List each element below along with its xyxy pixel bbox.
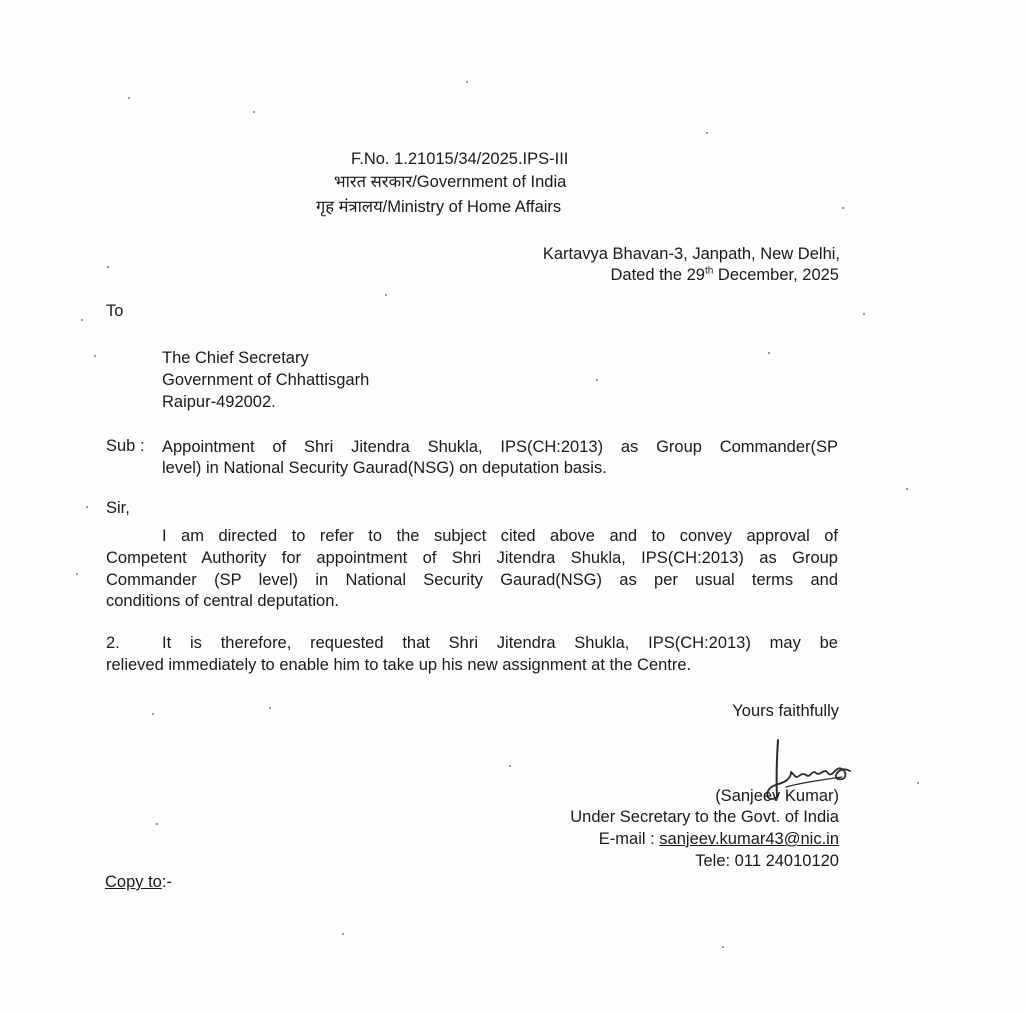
- copy-to-label: Copy to: [105, 873, 162, 891]
- ministry-hindi: गृह मंत्रालय: [316, 198, 383, 216]
- subject-line1: Appointment of Shri Jitendra Shukla, IPS(CH:2013) as Group Commander(SP: [162, 438, 838, 456]
- scan-speck: [342, 933, 344, 935]
- scan-speck: [917, 782, 919, 784]
- scan-speck: [509, 765, 511, 767]
- para2-line2: relieved immediately to enable him to take up his new assignment at the Centre.: [106, 656, 692, 674]
- govt-hindi: भारत सरकार: [334, 173, 413, 191]
- para2-number: 2.: [106, 634, 120, 652]
- scan-speck: [81, 319, 83, 321]
- scan-speck: [596, 379, 598, 381]
- signatory-designation: Under Secretary to the Govt. of India: [570, 808, 839, 826]
- scan-speck: [253, 111, 255, 113]
- scan-speck: [94, 355, 96, 357]
- scan-speck: [906, 488, 908, 490]
- recipient-line2: Government of Chhattisgarh: [162, 371, 370, 389]
- office-location: Kartavya Bhavan-3, Janpath, New Delhi,: [542, 245, 840, 263]
- salutation: Sir,: [106, 499, 130, 517]
- dated-prefix: Dated the 29: [610, 266, 705, 284]
- scan-speck: [706, 132, 708, 134]
- dated-line: [610, 264, 839, 286]
- ministry-line: [316, 195, 561, 219]
- scan-speck: [722, 946, 724, 948]
- scan-speck: [842, 207, 844, 209]
- para1-line4: conditions of central deputation.: [106, 592, 339, 610]
- scan-speck: [107, 266, 109, 268]
- yours-faithfully: Yours faithfully: [732, 702, 839, 720]
- scan-speck: [863, 313, 865, 315]
- copy-to: [105, 871, 172, 893]
- scan-speck: [86, 506, 88, 508]
- email-label: E-mail :: [598, 830, 660, 848]
- telephone: Tele: 011 24010120: [695, 852, 839, 870]
- para1-line1: I am directed to refer to the subject cited above and to convey approval of: [162, 527, 838, 545]
- subject-line2: level) in National Security Gaurad(NSG) on deputation basis.: [162, 459, 607, 477]
- dated-suffix: December, 2025: [713, 266, 839, 284]
- file-number: F.No. 1.21015/34/2025.IPS-III: [351, 150, 569, 168]
- para1-line2: Competent Authority for appointment of Shri Jitendra Shukla, IPS(CH:2013) as Group: [106, 549, 838, 567]
- scan-speck: [385, 294, 387, 296]
- para1-line3: Commander (SP level) in National Security Gaurad(NSG) as per usual terms and: [106, 571, 838, 589]
- scan-speck: [76, 573, 78, 575]
- dated-sup: th: [704, 265, 714, 277]
- to-label: To: [106, 302, 124, 320]
- ministry-english: /Ministry of Home Affairs: [382, 198, 562, 216]
- subject-label: Sub :: [106, 437, 145, 455]
- email-line: [599, 828, 839, 850]
- scan-speck: [269, 707, 271, 709]
- para2-line1: It is therefore, requested that Shri Jitendra Shukla, IPS(CH:2013) may be: [162, 634, 838, 652]
- scan-speck: [152, 713, 154, 715]
- copy-to-suffix: :-: [161, 873, 172, 891]
- govt-line: [334, 170, 566, 194]
- email-link[interactable]: sanjeev.kumar43@nic.in: [659, 830, 839, 848]
- scan-speck: [466, 81, 468, 83]
- signatory-name: (Sanjeev Kumar): [715, 787, 839, 805]
- recipient-line3: Raipur-492002.: [162, 393, 276, 411]
- scan-speck: [156, 823, 158, 825]
- recipient-line1: The Chief Secretary: [162, 349, 309, 367]
- scan-speck: [768, 352, 770, 354]
- scan-speck: [128, 97, 130, 99]
- govt-english: /Government of India: [412, 173, 567, 191]
